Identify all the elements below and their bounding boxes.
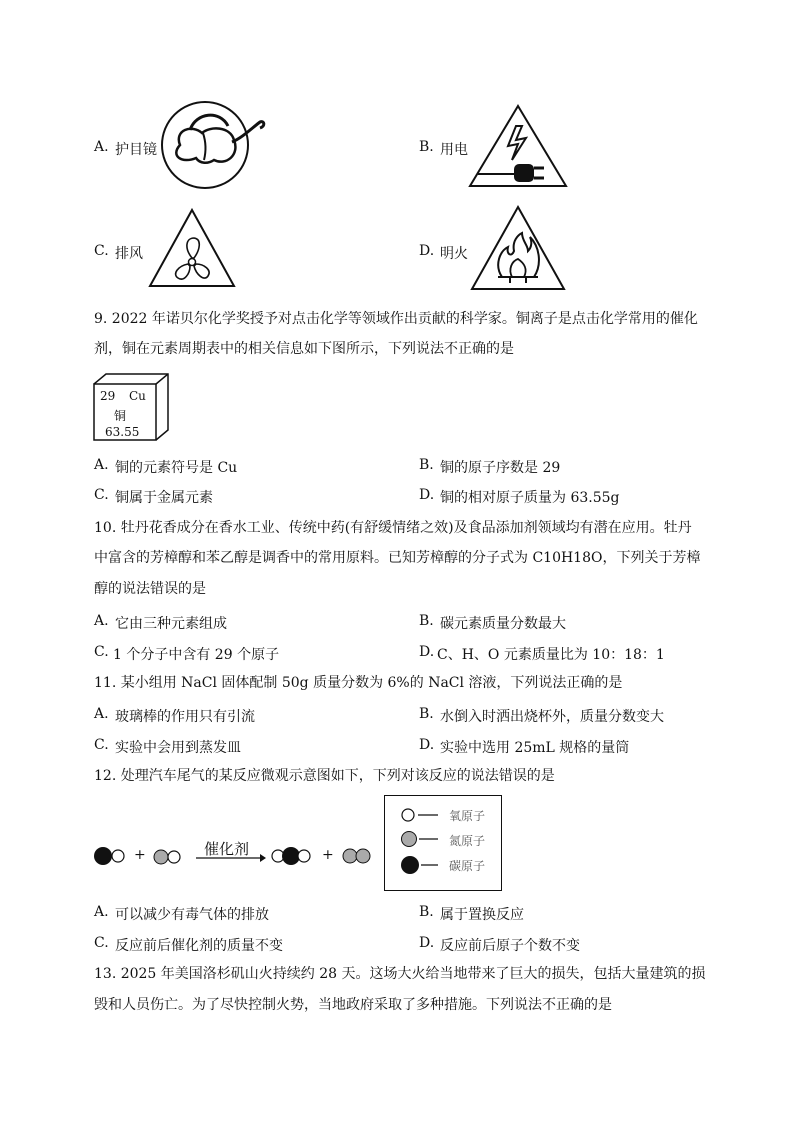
goggles-icon — [160, 100, 270, 190]
option-text: 玻璃棒的作用只有引流 — [115, 709, 255, 725]
option-letter: B. — [419, 904, 434, 920]
option-text: 排风 — [115, 246, 143, 262]
option-letter: B. — [419, 706, 434, 722]
option-letter: C. — [94, 487, 109, 503]
catalyst-label: 催化剂 — [204, 840, 250, 858]
option-text: 它由三种元素组成 — [115, 616, 227, 632]
oxygen-atom-icon — [400, 807, 440, 823]
nitrogen-atom-icon — [400, 830, 440, 848]
option-text: C、H、O 元素质量比为 10：18：1 — [437, 647, 665, 663]
q13-stem-line1: 13. 2025 年美国洛杉矶山火持续约 28 天。这场大火给当地带来了巨大的损失，包括大量建筑的损 — [94, 966, 706, 982]
legend-nitrogen: 氮原子 — [449, 834, 486, 848]
option-text: 用电 — [440, 142, 468, 158]
option-text: 铜的相对原子质量为 63.55g — [440, 490, 620, 506]
option-letter: A. — [94, 139, 109, 155]
option-text: 可以减少有毒气体的排放 — [115, 907, 269, 923]
co-molecule-reactant — [93, 846, 127, 866]
plus-sign: + — [322, 847, 334, 863]
option-text: 铜属于金属元素 — [115, 490, 213, 506]
option-letter: B. — [419, 457, 434, 473]
option-letter: C. — [94, 935, 109, 951]
option-letter: B. — [419, 613, 434, 629]
option-letter: A. — [94, 613, 109, 629]
legend-oxygen: 氧原子 — [449, 809, 486, 823]
no-molecule-reactant — [153, 848, 183, 866]
q11-stem-line1: 11. 某小组用 NaCl 固体配制 50g 质量分数为 6%的 NaCl 溶液，下列说法正确的是 — [94, 675, 623, 691]
carbon-atom-icon — [400, 855, 440, 875]
option-text: 实验中选用 25mL 规格的量筒 — [440, 740, 630, 756]
option-text: 明火 — [440, 246, 468, 262]
q10-stem-line2: 中富含的芳樟醇和苯乙醇是调香中的常用原料。已知芳樟醇的分子式为 C10H18O，下列关于芳樟 — [94, 550, 701, 566]
option-text: 铜的原子序数是 29 — [440, 460, 561, 476]
option-text: 护目镜 — [115, 142, 157, 158]
q9-stem-line2: 剂，铜在元素周期表中的相关信息如下图所示，下列说法不正确的是 — [94, 341, 514, 357]
option-letter: C. — [94, 737, 109, 753]
option-text: 实验中会用到蒸发皿 — [115, 740, 241, 756]
q9-stem-line1: 9. 2022 年诺贝尔化学奖授予对点击化学等领域作出贡献的科学家。铜离子是点击化学常用的催化 — [94, 311, 698, 327]
option-text: 反应前后原子个数不变 — [440, 938, 580, 954]
option-letter: D. — [419, 243, 435, 259]
option-letter: C. — [94, 243, 109, 259]
option-text: 水倒入时洒出烧杯外，质量分数变大 — [440, 709, 664, 725]
option-letter: A. — [94, 457, 109, 473]
option-text: 碳元素质量分数最大 — [440, 616, 566, 632]
co2-molecule-product — [270, 845, 314, 867]
electric-hazard-icon — [468, 104, 568, 188]
atomic-number: 29 — [100, 389, 116, 403]
option-letter: A. — [94, 904, 109, 920]
fan-icon — [148, 208, 236, 288]
option-letter: D. — [419, 487, 435, 503]
option-letter: D. — [419, 644, 435, 660]
q12-stem-line1: 12. 处理汽车尾气的某反应微观示意图如下，下列对该反应的说法错误的是 — [94, 768, 555, 784]
option-text: 1 个分子中含有 29 个原子 — [113, 647, 280, 663]
element-symbol: Cu — [129, 389, 146, 403]
option-letter: C. — [94, 644, 109, 660]
option-letter: D. — [419, 935, 435, 951]
option-text: 铜的元素符号是 Cu — [115, 460, 238, 476]
legend-carbon: 碳原子 — [449, 859, 486, 873]
option-text: 属于置换反应 — [440, 907, 524, 923]
reaction-arrow — [196, 853, 266, 863]
n2-molecule-product — [341, 847, 373, 865]
element-name: 铜 — [114, 409, 127, 423]
open-flame-icon — [470, 205, 566, 291]
q10-stem-line1: 10. 牡丹花香成分在香水工业、传统中药(有舒缓情绪之效)及食品添加剂领域均有潜在应用。牡丹 — [94, 520, 692, 536]
option-letter: A. — [94, 706, 109, 722]
atomic-mass: 63.55 — [105, 425, 140, 439]
option-letter: B. — [419, 139, 434, 155]
plus-sign: + — [134, 847, 146, 863]
option-text: 反应前后催化剂的质量不变 — [115, 938, 283, 954]
q10-stem-line3: 醇的说法错误的是 — [94, 581, 206, 597]
option-letter: D. — [419, 737, 435, 753]
q13-stem-line2: 毁和人员伤亡。为了尽快控制火势，当地政府采取了多种措施。下列说法不正确的是 — [94, 997, 612, 1013]
